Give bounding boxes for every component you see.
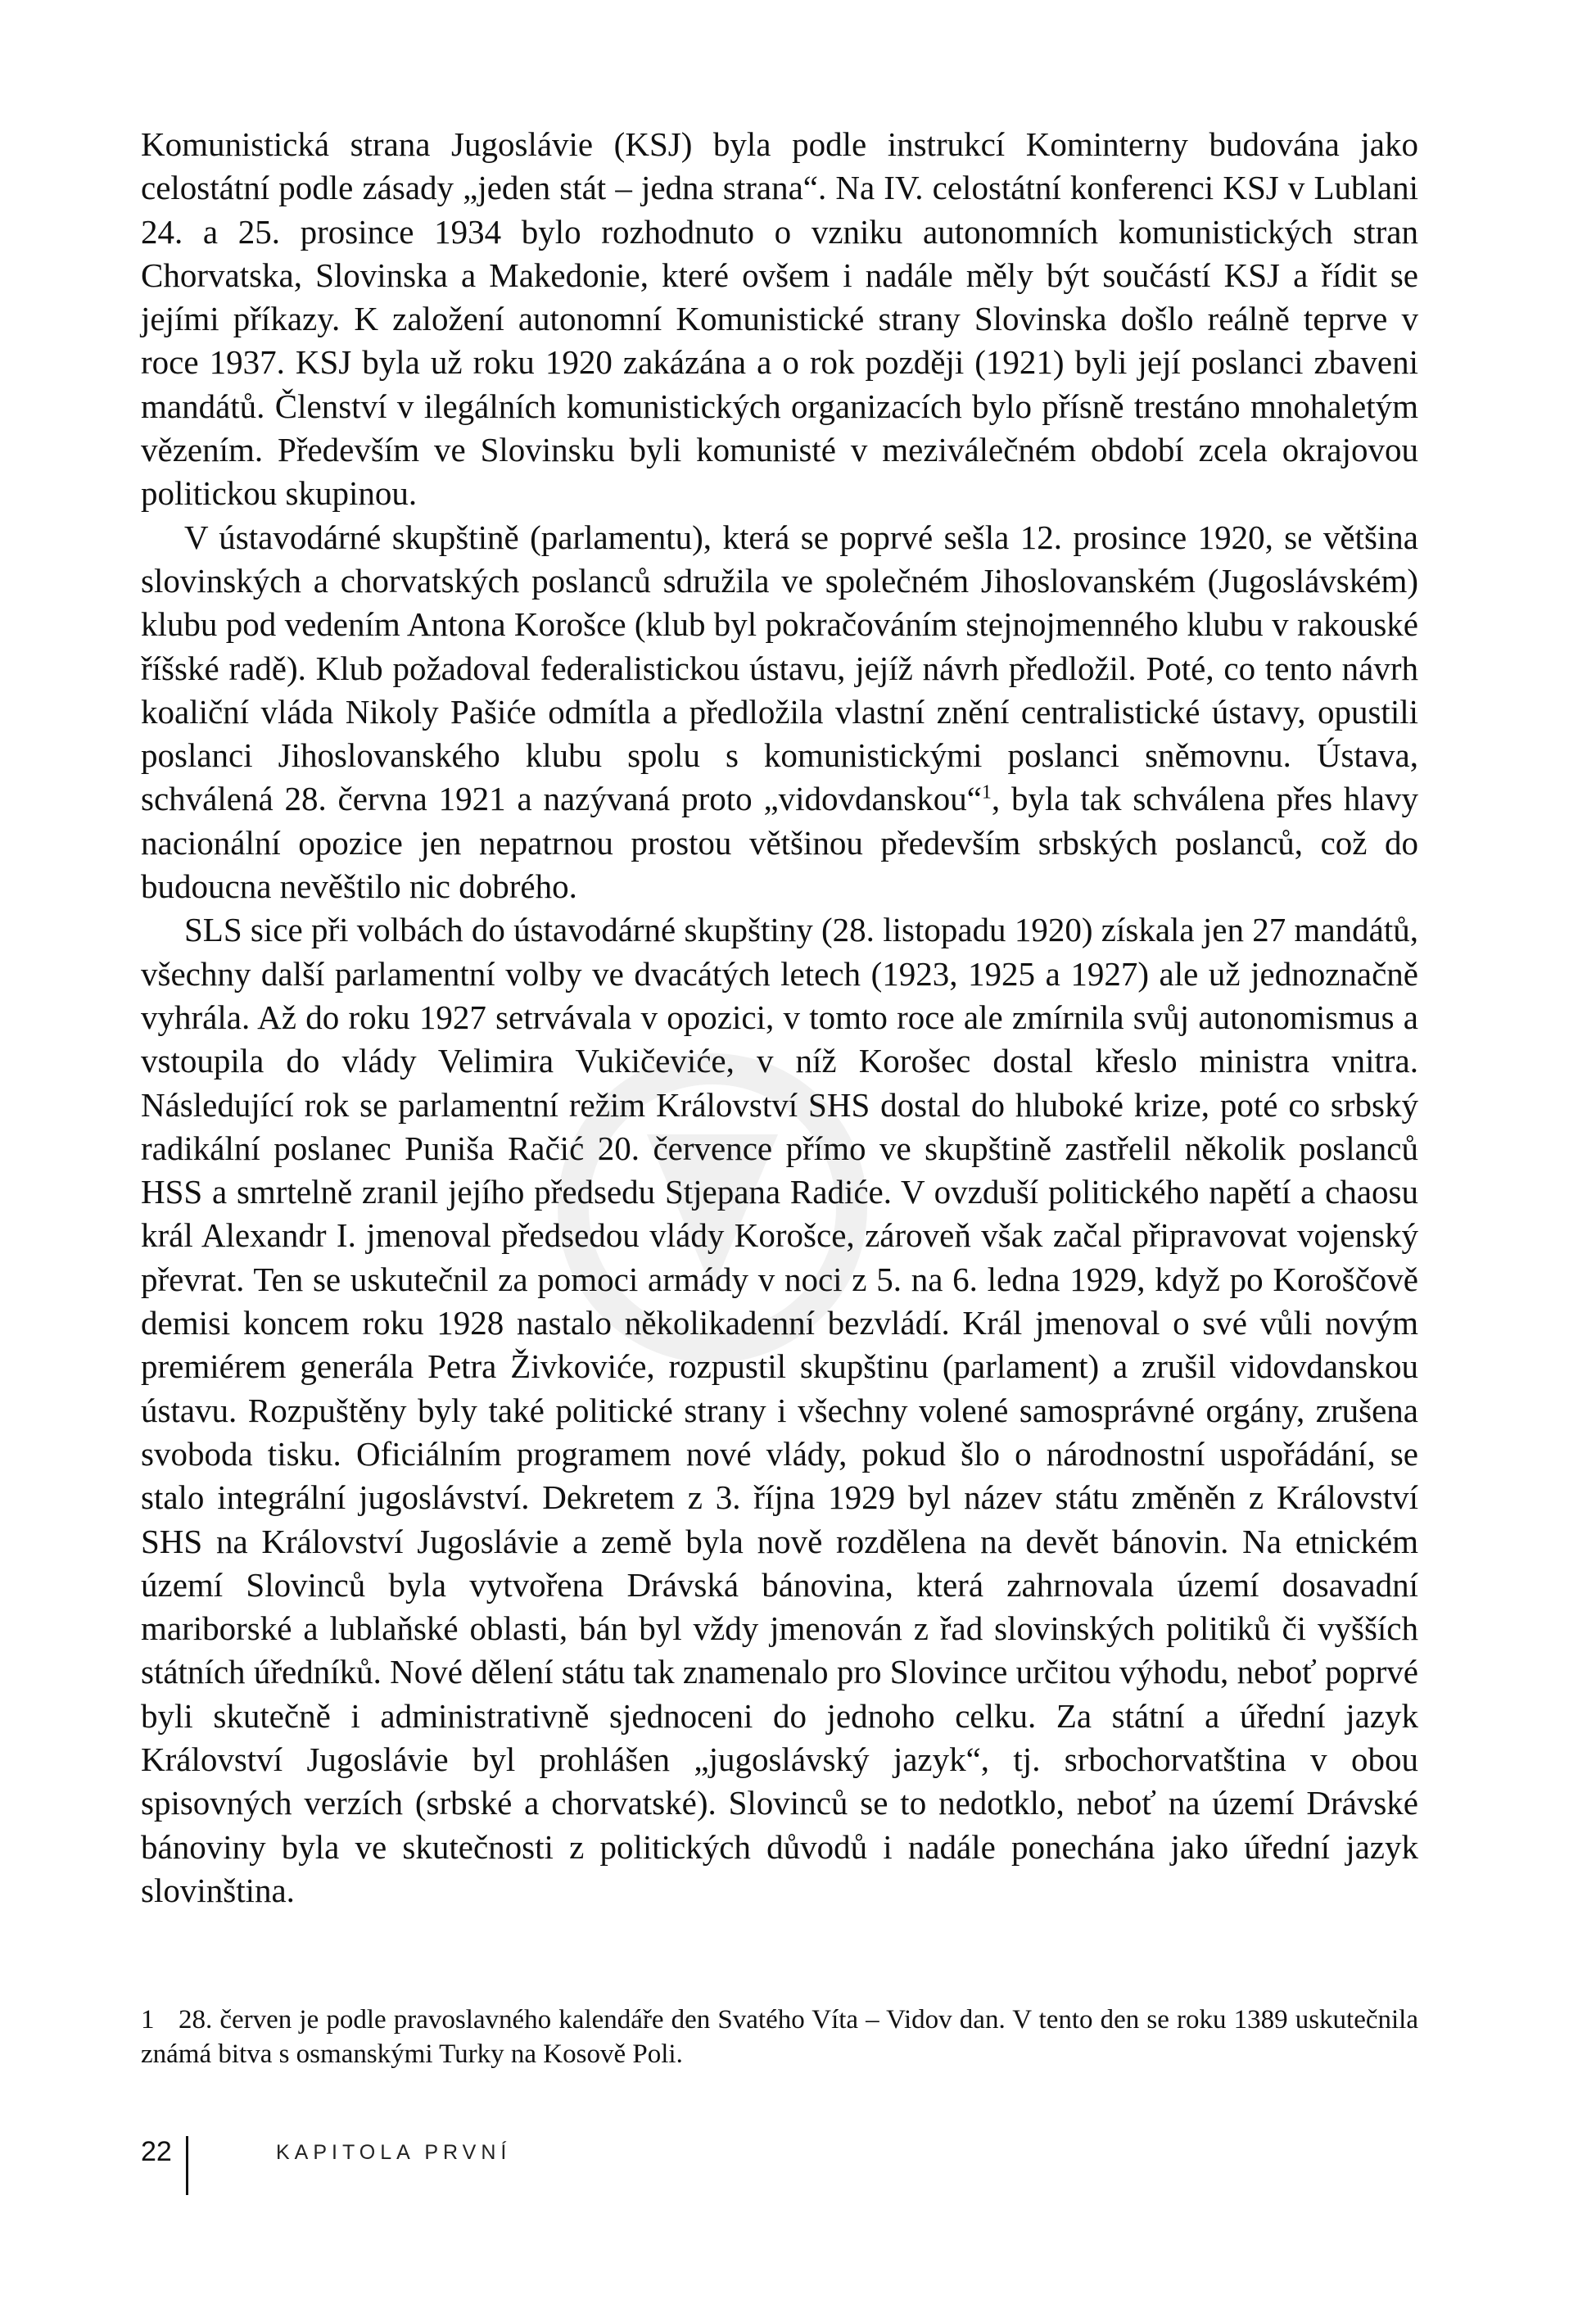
footnote xyxy=(141,2003,1418,2071)
page-number: 22 xyxy=(141,2136,172,2167)
paragraph-3: SLS sice při volbách do ústavodárné skupštiny (28. listopadu 1920) získala jen 27 mandátů, všechny další parlamentní volby ve dvacátých letech (1923, 1925 a 1927) ale už jednoznačně vyhrála. Až do roku 1927 setrvávala v opozici, v tomto roce ale zmírnila svůj autonomismus a vstoupila do vlády Velimira Vukičeviće, v níž Korošec dostal křeslo ministra vnitra. Následující rok se parlamentní režim Království SHS dostal do hluboké krize, poté co srbský radikální poslanec Puniša Račić 20. července přímo ve skupštině zastřelil několik poslanců HSS a smrtelně zranil jejího předsedu Stjepana Radiće. V ovzduší politického napětí a chaosu král Alexandr I. jmenoval předsedou vlády Korošce, zároveň však začal připravovat vojenský převrat. Ten se uskutečnil za pomoci armády v noci z 5. na 6. ledna 1929, když po Koroščově demisi koncem roku 1928 nastalo několikadenní bezvládí. Král jmenoval o své vůli novým premiérem generála Petra Živkoviće, rozpustil skupštinu (parlament) a zrušil vidovdanskou ústavu. Rozpuštěny byly také politické strany i všechny volené samosprávné orgány, zrušena svoboda tisku. Oficiálním programem nové vlády, pokud šlo o národnostní uspořádání, se stalo integrální jugoslávství. Dekretem z 3. října 1929 byl název státu změněn z Království SHS na Království Jugoslávie a země byla nově rozdělena na devět bánovin. Na etnickém území Slovinců byla vytvořena Drávská bánovina, která zahrnovala území dosavadní mariborské a lublaňské oblasti, bán byl vždy jmenován z řad slovinských politiků či vyšších státních úředníků. Nové dělení státu tak znamenalo pro Slovince určitou výhodu, neboť poprvé byli skutečně i administrativně sjednoceni do jednoho celku. Za státní a úřední jazyk Království Jugoslávie byl prohlášen „jugoslávský jazyk“, tj. srbochorvatština v obou spisovných verzích (srbské a chorvatské). Slovinců se to nedotklo, neboť na území Drávské bánoviny byla ve skutečnosti z politických důvodů i nadále ponechána jako úřední jazyk slovinština. xyxy=(141,911,1418,1909)
paragraph-2-text-start: V ústavodárné skupštině (parlamentu), která se poprvé sešla 12. prosince 1920, se většina slovinských a chorvatských poslanců sdružila ve společném Jihoslovanském (Jugoslávském) klubu pod vedením Antona Korošce (klub byl pokračováním stejnojmenného klubu v rakouské říšské radě). Klub požadoval federalistickou ústavu, jejíž návrh předložil. Poté, co tento návrh koaliční vláda Nikoly Pašiće odmítla a předložila vlastní znění centralistické ústavy, opustili poslanci Jihoslovanského klubu spolu s komunistickými poslanci sněmovnu. Ústava, schválená 28. června 1921 a nazývaná proto „vidovdanskou“ xyxy=(141,518,1418,818)
footnote-reference: 1 xyxy=(981,781,992,803)
body-text xyxy=(141,123,1418,1912)
footnote-text: 28. červen je podle pravoslavného kalendáře den Svatého Víta – Vidov dan. V tento den se roku 1389 uskutečnila známá bitva s osmanskými Turky na Kosově Poli. xyxy=(141,2005,1418,2069)
footnote-number: 1 xyxy=(141,2005,155,2035)
paragraph-1: Komunistická strana Jugoslávie (KSJ) byla podle instrukcí Kominterny budována jako celostátní podle zásady „jeden stát – jedna strana“. Na IV. celostátní konferenci KSJ v Lublani 24. a 25. prosince 1934 bylo rozhodnuto o vzniku autonomních komunistických stran Chorvatska, Slovinska a Makedonie, které ovšem i nadále měly být součástí KSJ a řídit se jejími příkazy. K založení autonomní Komunistické strany Slovinska došlo reálně teprve v roce 1937. KSJ byla už roku 1920 zakázána a o rok později (1921) byli její poslanci zbaveni mandátů. Členství v ilegálních komunistických organizacích bylo přísně trestáno mnohaletým vězením. Především ve Slovinsku byli komunisté v meziválečném období zcela okrajovou politickou skupinou. xyxy=(141,125,1418,513)
chapter-label: KAPITOLA PRVNÍ xyxy=(276,2141,512,2164)
paragraph-2-text-end: , byla tak schválena přes hlavy nacionální opozice jen nepatrnou prostou většinou především srbských poslanců, což do budoucna nevěštilo nic dobrého. xyxy=(141,780,1419,906)
paragraph-2 xyxy=(141,516,1418,909)
footer-divider xyxy=(186,2136,188,2195)
